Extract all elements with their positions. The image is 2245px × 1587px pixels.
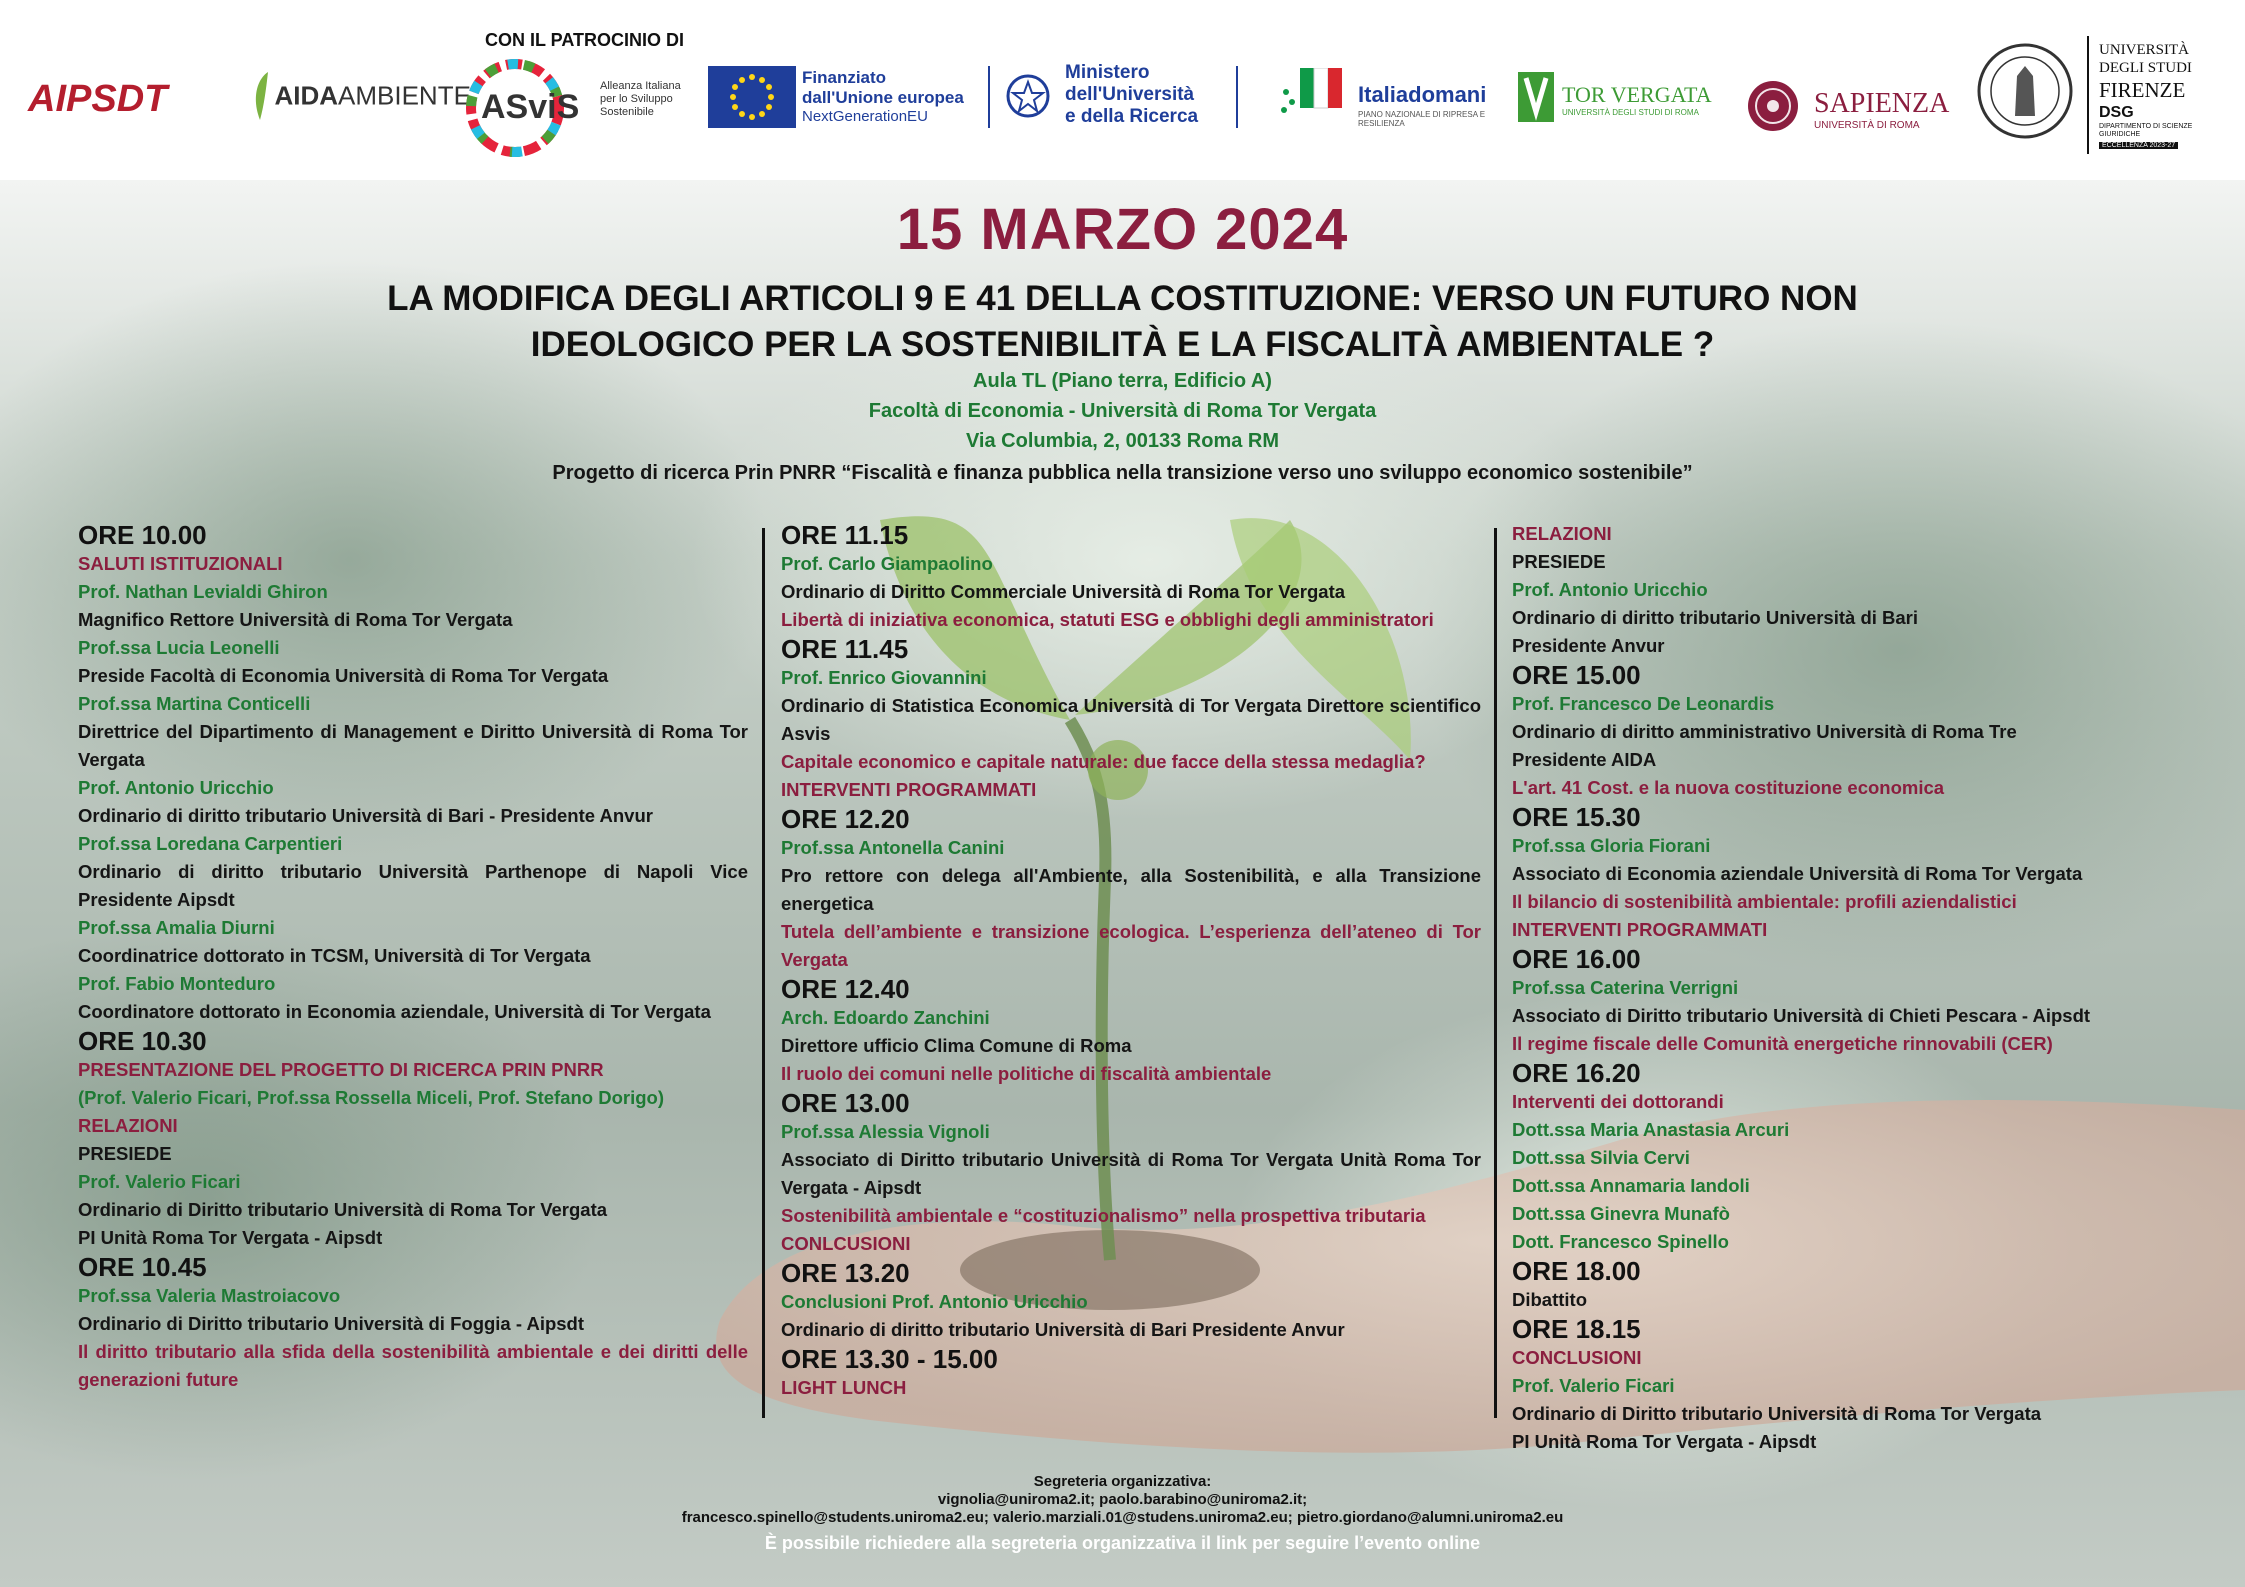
program-txt-1-19: Associato di Diritto tributario Università di Roma Tor Vergata Unità Roma Tor Vergata - Aipsdt xyxy=(781,1149,1481,1198)
sapienza-seal-icon xyxy=(1746,76,1800,136)
program-txt-1-15: Direttore ufficio Clima Comune di Roma xyxy=(781,1035,1132,1056)
program-spk-1-1: Prof. Carlo Giampaolino xyxy=(781,553,993,574)
eu-text-1: Finanziato xyxy=(802,68,887,87)
event-title-line-1: LA MODIFICA DEGLI ARTICOLI 9 E 41 DELLA COSTITUZIONE: VERSO UN FUTURO NON xyxy=(387,279,1858,318)
program-spk-0-18: (Prof. Valerio Ficari, Prof.ssa Rossella Miceli, Prof. Stefano Dorigo) xyxy=(78,1087,664,1108)
program-tpc-1-12: Tutela dell’ambiente e transizione ecologica. L’esperienza dell’ateneo di Tor Vergata xyxy=(781,921,1481,970)
program-spk-1-23: Conclusioni Prof. Antonio Uricchio xyxy=(781,1291,1088,1312)
program-spk-2-6: Prof. Francesco De Leonardis xyxy=(1512,693,1775,714)
asvis-logo xyxy=(465,58,695,158)
program-hdr-2-29: CONCLUSIONI xyxy=(1512,1347,1642,1368)
program-spk-1-10: Prof.ssa Antonella Canini xyxy=(781,837,1005,858)
aipsdt-logo: AIPSDT xyxy=(28,78,168,120)
unifi-text-5: DIPARTIMENTO DI SCIENZE GIURIDICHE xyxy=(2099,123,2193,138)
program-tpc-2-13: Il bilancio di sostenibilità ambientale: profili aziendalistici xyxy=(1512,891,2017,912)
secretariat-label: Segreteria organizzativa: xyxy=(1033,1473,1212,1490)
aida-ambiente-logo xyxy=(250,70,471,122)
program-hdr-1-26: LIGHT LUNCH xyxy=(781,1377,907,1398)
program-tpc-1-3: Libertà di iniziativa economica, statuti ESG e obblighi degli amministratori xyxy=(781,609,1434,630)
program-spk-1-18: Prof.ssa Alessia Vignoli xyxy=(781,1121,990,1142)
program-time-0-16: ORE 10.30 xyxy=(78,1026,207,1056)
mur-text-3: e della Ricerca xyxy=(1065,106,1199,127)
program-txt-0-13: Coordinatrice dottorato in TCSM, Università di Tor Vergata xyxy=(78,945,591,966)
program-spk-0-6: Prof.ssa Martina Conticelli xyxy=(78,693,311,714)
eu-logo xyxy=(708,64,968,130)
event-title-line-2: IDEOLOGICO PER LA SOSTENIBILITÀ E LA FISCALITÀ AMBIENTALE ? xyxy=(530,325,1715,364)
program-tpc-1-7: Capitale economico e capitale naturale: due facce della stessa medaglia? xyxy=(781,751,1426,772)
program-tpc-0-27: Il diritto tributario alla sfida della sostenibilità ambientale e dei diritti delle generazioni future xyxy=(78,1341,748,1390)
tor-vergata-mark-icon xyxy=(1518,72,1554,122)
project-title: Progetto di ricerca Prin PNRR “Fiscalità e finanza pubblica nella transizione verso uno sviluppo economico sostenibile” xyxy=(552,462,1693,484)
patrocinio-label: CON IL PATROCINIO DI xyxy=(485,30,685,50)
mur-text-2: dell'Università xyxy=(1065,84,1195,105)
program-txt-0-11: Ordinario di diritto tributario Università Parthenope di Napoli Vice Presidente Aipsdt xyxy=(78,861,748,910)
program-time-2-26: ORE 18.00 xyxy=(1512,1256,1641,1286)
sapienza-text: SAPIENZA xyxy=(1814,88,1950,119)
program-spk-0-2: Prof. Nathan Levialdi Ghiron xyxy=(78,581,328,602)
program-hdr-2-14: INTERVENTI PROGRAMMATI xyxy=(1512,919,1768,940)
program-txt-0-9: Ordinario di diritto tributario Università di Bari - Presidente Anvur xyxy=(78,805,653,826)
program-column-2 xyxy=(781,520,1481,1402)
column-divider-2 xyxy=(1494,528,1497,1418)
unifi-text-2: DEGLI STUDI xyxy=(2099,60,2192,76)
program-time-1-9: ORE 12.20 xyxy=(781,804,910,834)
program-column-3 xyxy=(1512,520,2152,1456)
logo-strip xyxy=(0,0,2245,180)
program-hdr-1-8: INTERVENTI PROGRAMMATI xyxy=(781,779,1037,800)
program-txt-0-20: PRESIEDE xyxy=(78,1143,172,1164)
program-column-1 xyxy=(78,520,748,1394)
program-hdr-1-21: CONLCUSIONI xyxy=(781,1233,911,1254)
program-spk-2-24: Dott.ssa Ginevra Munafò xyxy=(1512,1203,1730,1224)
program-spk-2-11: Prof.ssa Gloria Fiorani xyxy=(1512,835,1711,856)
asvis-subtitle: Alleanza Italiana per lo Sviluppo Sostenibile xyxy=(600,80,681,118)
program-txt-1-11: Pro rettore con delega all'Ambiente, alla Sostenibilità, e alla Transizione energetica xyxy=(781,865,1481,914)
program-txt-0-3: Magnifico Rettore Università di Roma Tor Vergata xyxy=(78,609,513,630)
event-title xyxy=(0,276,2245,368)
program-time-1-4: ORE 11.45 xyxy=(781,634,909,664)
sapienza-subtitle: UNIVERSITÀ DI ROMA xyxy=(1814,120,1920,131)
program-txt-0-5: Preside Facoltà di Economia Università di Roma Tor Vergata xyxy=(78,665,609,686)
program-spk-2-22: Dott.ssa Silvia Cervi xyxy=(1512,1147,1690,1168)
program-time-1-25: ORE 13.30 - 15.00 xyxy=(781,1344,998,1374)
program-hdr-0-19: RELAZIONI xyxy=(78,1115,178,1136)
mur-text-1: Ministero xyxy=(1065,62,1150,83)
italian-emblem-icon xyxy=(1005,68,1051,124)
program-spk-1-5: Prof. Enrico Giovannini xyxy=(781,667,987,688)
program-spk-0-25: Prof.ssa Valeria Mastroiacovo xyxy=(78,1285,341,1306)
venue-room: Aula TL (Piano terra, Edificio A) xyxy=(973,370,1272,392)
eu-flag-icon xyxy=(708,66,796,128)
unifi-text-4: DSG xyxy=(2099,104,2134,121)
program-time-1-22: ORE 13.20 xyxy=(781,1258,910,1288)
program-txt-2-3: Ordinario di diritto tributario Università di Bari xyxy=(1512,607,1919,628)
program-spk-0-4: Prof.ssa Lucia Leonelli xyxy=(78,637,280,658)
program-time-2-5: ORE 15.00 xyxy=(1512,660,1641,690)
program-txt-0-23: PI Unità Roma Tor Vergata - Aipsdt xyxy=(78,1227,383,1248)
program-txt-0-7: Direttrice del Dipartimento di Management e Diritto Università di Roma Tor Vergata xyxy=(78,721,748,770)
unifi-text-3: FIRENZE xyxy=(2099,78,2186,102)
program-time-2-19: ORE 16.20 xyxy=(1512,1058,1641,1088)
program-time-0-24: ORE 10.45 xyxy=(78,1252,207,1282)
program-txt-2-27: Dibattito xyxy=(1512,1289,1588,1310)
venue-faculty: Facoltà di Economia - Università di Roma Tor Vergata xyxy=(868,400,1377,422)
program-time-2-15: ORE 16.00 xyxy=(1512,944,1641,974)
program-time-2-28: ORE 18.15 xyxy=(1512,1314,1641,1344)
program-time-0-0: ORE 10.00 xyxy=(78,520,207,550)
column-divider-1 xyxy=(762,528,765,1418)
tor-vergata-logo xyxy=(1518,72,1723,132)
program-txt-2-12: Associato di Economia aziendale Università di Roma Tor Vergata xyxy=(1512,863,2083,884)
unifi-logo xyxy=(1975,36,2205,156)
program-txt-2-17: Associato di Diritto tributario Università di Chieti Pescara - Aipsdt xyxy=(1512,1005,2091,1026)
program-txt-2-7: Ordinario di diritto amministrativo Università di Roma Tre xyxy=(1512,721,2017,742)
program-spk-0-21: Prof. Valerio Ficari xyxy=(78,1171,241,1192)
florentina-seal-icon xyxy=(1975,36,2075,146)
program-hdr-2-20: Interventi dei dottorandi xyxy=(1512,1091,1724,1112)
program-txt-2-31: Ordinario di Diritto tributario Università di Roma Tor Vergata xyxy=(1512,1403,2042,1424)
program-hdr-2-0: RELAZIONI xyxy=(1512,523,1612,544)
program-spk-2-16: Prof.ssa Caterina Verrigni xyxy=(1512,977,1739,998)
venue-address: Via Columbia, 2, 00133 Roma RM xyxy=(965,430,1280,452)
program-txt-1-24: Ordinario di diritto tributario Università di Bari Presidente Anvur xyxy=(781,1319,1345,1340)
program-spk-2-21: Dott.ssa Maria Anastasia Arcuri xyxy=(1512,1119,1790,1140)
program-txt-2-32: PI Unità Roma Tor Vergata - Aipsdt xyxy=(1512,1431,1817,1452)
eu-text-2: dall'Unione europea xyxy=(802,88,964,107)
program-time-1-0: ORE 11.15 xyxy=(781,520,909,550)
sapienza-logo xyxy=(1746,76,1950,140)
program-spk-2-30: Prof. Valerio Ficari xyxy=(1512,1375,1675,1396)
program-txt-2-1: PRESIEDE xyxy=(1512,551,1606,572)
program-txt-2-4: Presidente Anvur xyxy=(1512,635,1665,656)
program-time-1-17: ORE 13.00 xyxy=(781,1088,910,1118)
program-spk-0-14: Prof. Fabio Monteduro xyxy=(78,973,276,994)
program-time-2-10: ORE 15.30 xyxy=(1512,802,1641,832)
program-txt-0-26: Ordinario di Diritto tributario Università di Foggia - Aipsdt xyxy=(78,1313,585,1334)
eu-text-3: NextGenerationEU xyxy=(802,108,928,125)
program-tpc-1-16: Il ruolo dei comuni nelle politiche di fiscalità ambientale xyxy=(781,1063,1272,1084)
italiadomani-text: Italiadomani xyxy=(1358,82,1487,107)
program-txt-0-22: Ordinario di Diritto tributario Università di Roma Tor Vergata xyxy=(78,1199,608,1220)
leaf-icon xyxy=(250,70,270,122)
program-spk-0-12: Prof.ssa Amalia Diurni xyxy=(78,917,275,938)
secretariat-emails-1: vignolia@uniroma2.it; paolo.barabino@uniroma2.it; xyxy=(937,1491,1308,1508)
program-txt-0-15: Coordinatore dottorato in Economia aziendale, Università di Tor Vergata xyxy=(78,1001,711,1022)
online-link-note: È possibile richiedere alla segreteria organizzativa il link per seguire l’evento online xyxy=(764,1533,1481,1553)
program-spk-0-10: Prof.ssa Loredana Carpentieri xyxy=(78,833,343,854)
program-txt-1-2: Ordinario di Diritto Commerciale Università di Roma Tor Vergata xyxy=(781,581,1346,602)
program-spk-0-8: Prof. Antonio Uricchio xyxy=(78,777,274,798)
program-spk-2-23: Dott.ssa Annamaria Iandoli xyxy=(1512,1175,1750,1196)
secretariat-emails-2: francesco.spinello@students.uniroma2.eu; valerio.marziali.01@studens.uniroma2.eu; pietro.giordano@alumni.uniroma2.eu xyxy=(681,1509,1564,1526)
italiadomani-subtitle: PIANO NAZIONALE DI RIPRESA E RESILIENZA xyxy=(1358,110,1486,128)
program-time-1-13: ORE 12.40 xyxy=(781,974,910,1004)
aida-text: AIDA xyxy=(274,80,339,111)
unifi-text-1: UNIVERSITÀ xyxy=(2099,42,2189,58)
logo-separator xyxy=(988,66,990,128)
asvis-text: ASviS xyxy=(481,88,580,126)
unifi-text-6: ECCELLENZA 2023-27 xyxy=(2099,142,2178,149)
program-txt-1-6: Ordinario di Statistica Economica Università di Tor Vergata Direttore scientifico Asvis xyxy=(781,695,1481,744)
unifi-separator xyxy=(2087,36,2089,154)
program-spk-2-25: Dott. Francesco Spinello xyxy=(1512,1231,1729,1252)
tor-vergata-subtitle: UNIVERSITÀ DEGLI STUDI DI ROMA xyxy=(1562,108,1699,117)
mur-logo xyxy=(1005,60,1235,132)
ambiente-text: AMBIENTE xyxy=(338,80,471,111)
program-spk-1-14: Arch. Edoardo Zanchini xyxy=(781,1007,990,1028)
italiadomani-mark-icon xyxy=(1280,68,1350,120)
program-txt-2-8: Presidente AIDA xyxy=(1512,749,1657,770)
logo-separator-2 xyxy=(1236,66,1238,128)
program-tpc-2-18: Il regime fiscale delle Comunità energetiche rinnovabili (CER) xyxy=(1512,1033,2053,1054)
program-hdr-0-17: PRESENTAZIONE DEL PROGETTO DI RICERCA PRIN PNRR xyxy=(78,1059,604,1080)
italiadomani-logo xyxy=(1280,68,1490,128)
program-tpc-2-9: L'art. 41 Cost. e la nuova costituzione economica xyxy=(1512,777,1945,798)
program-spk-2-2: Prof. Antonio Uricchio xyxy=(1512,579,1708,600)
program-tpc-1-20: Sostenibilità ambientale e “costituzionalismo” nella prospettiva tributaria xyxy=(781,1205,1426,1226)
event-date: 15 MARZO 2024 xyxy=(896,197,1349,262)
program-hdr-0-1: SALUTI ISTITUZIONALI xyxy=(78,553,283,574)
tor-vergata-text: TOR VERGATA xyxy=(1562,82,1712,107)
